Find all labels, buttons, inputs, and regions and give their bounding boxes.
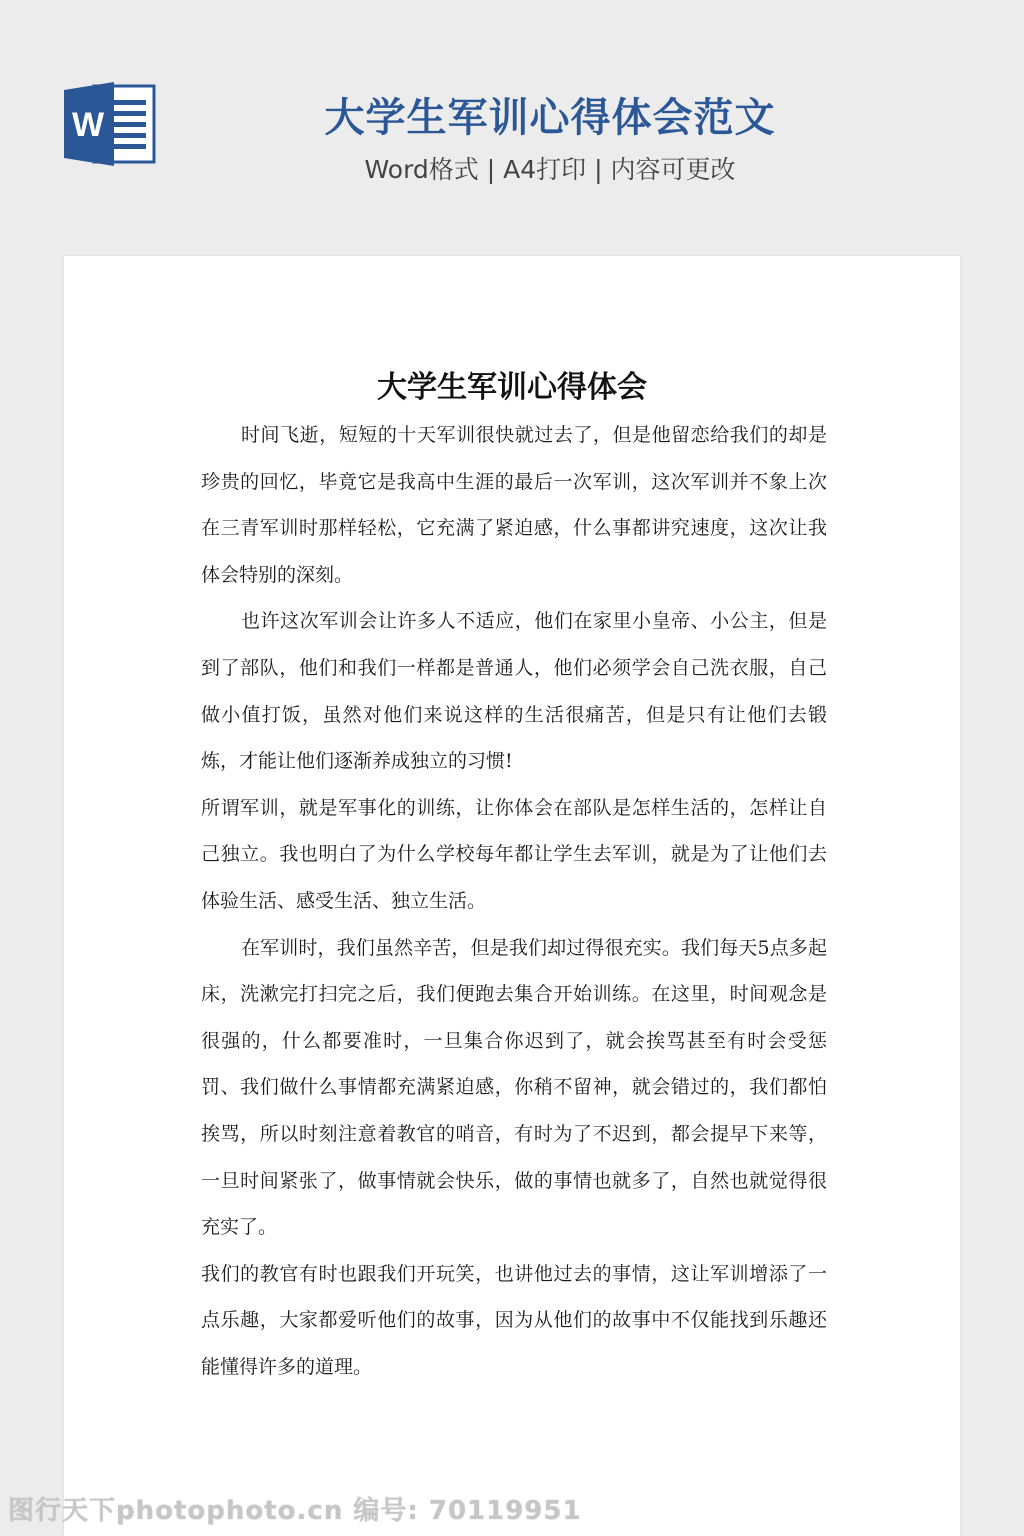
document-body: [201, 412, 827, 1390]
document-title: 大学生军训心得体会: [377, 370, 647, 405]
paragraph: 所谓军训，就是军事化的训练，让你体会在部队是怎样生活的，怎样让自己独立。我也明白了为什么学校每年都让学生去军训，就是为了让他们去体验生活、感受生活、独立生活。: [201, 796, 827, 912]
banner: [0, 0, 1024, 250]
word-document-icon: [64, 82, 156, 166]
paragraph: 我们的教官有时也跟我们开玩笑，也讲他过去的事情，这让军训增添了一点乐趣，大家都爱听他们的故事，因为从他们的故事中不仅能找到乐趣还能懂得许多的道理。: [201, 1262, 827, 1378]
banner-subtitle: Word格式 | A4打印 | 内容可更改: [364, 155, 736, 184]
banner-title: 大学生军训心得体会范文: [324, 95, 776, 141]
paragraph: 也许这次军训会让许多人不适应，他们在家里小皇帝、小公主，但是到了部队，他们和我们一样都是普通人，他们必须学会自己洗衣服，自己做小值打饭，虽然对他们来说这样的生活很痛苦，但是只有让他们去锻炼，才能让他们逐渐养成独立的习惯!: [201, 610, 827, 773]
paragraph: 在军训时，我们虽然辛苦，但是我们却过得很充实。我们每天5点多起床，洗漱完打扫完之后，我们便跑去集合开始训练。在这里，时间观念是很强的，什么都要准时，一旦集合你迟到了，就会挨骂甚至有时会受惩罚、我们做什么事情都充满紧迫感，你稍不留神，就会错过的，我们都怕挨骂，所以时刻注意着教官的哨音，有时为了不迟到，都会提早下来等，一旦时间紧张了，做事情就会快乐，做的事情也就多了，自然也就觉得很充实了。: [201, 936, 827, 1239]
paragraph: 时间飞逝，短短的十天军训很快就过去了，但是他留恋给我们的却是珍贵的回忆，毕竟它是我高中生涯的最后一次军训，这次军训并不象上次在三青军训时那样轻松，它充满了紧迫感，什么事都讲究速度，这次让我体会特别的深刻。: [201, 424, 827, 586]
document-page: [64, 256, 960, 1536]
word-logo-letter: W: [71, 106, 105, 144]
watermark: 图行天下photophoto.cn 编号: 70119951: [8, 1496, 582, 1526]
